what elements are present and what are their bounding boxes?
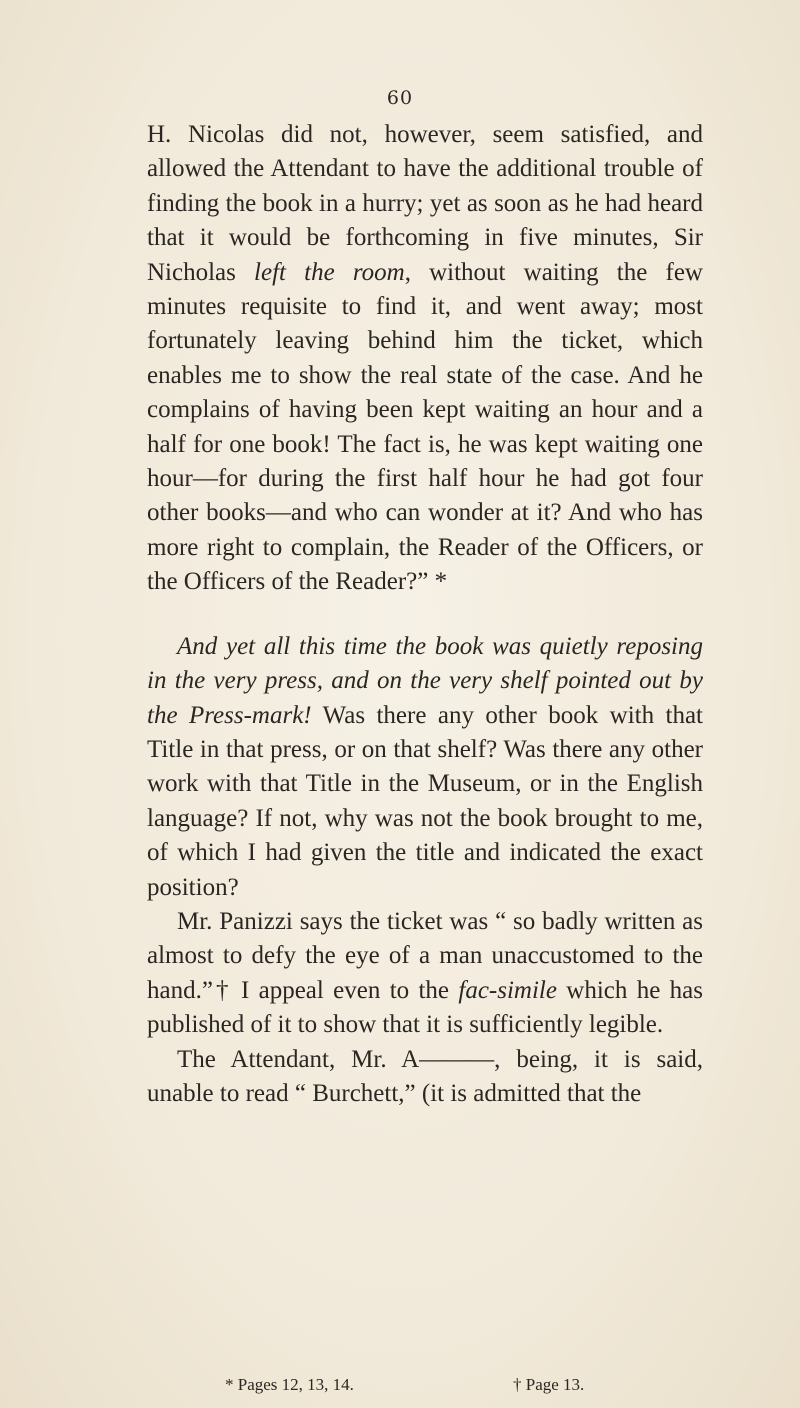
italic-run: press xyxy=(264,667,317,695)
text-run: Was there any other book with that Title in that press, or on that shelf? Was there any other work with that Title in the Museum, or in the English language? If not, why was not the book brought to me, of which I had given the title and indicated the exact position? xyxy=(147,701,704,901)
italic-run: fac-simile xyxy=(458,976,557,1004)
text-run: Mr. Panizzi says the ticket was “ so badly written as almost to defy the eye of a man unaccustomed to the hand.”† I appeal even to the xyxy=(147,907,703,1004)
footnote-marker: † xyxy=(513,1375,522,1394)
italic-run: , and on the very shelf pointed out by the Press-mark! xyxy=(147,667,703,729)
italic-run: left the room xyxy=(254,258,405,286)
text-run: , without waiting the few minutes requisite to find it, and went away; most fortunately leaving behind him the ticket, which enables me to show the real state of the case. And he complains of having been kept waiting an hour and a half for one book! The fact is, he was kept waiting one hour—for during the first half hour he had got four other books—and who can wonder at it? And who has more right to complain, the Reader of the Officers, or the Officers of the Reader?” * xyxy=(147,258,703,596)
text-run: The Attendant, Mr. A———, being, it is said, unable to read “ Burchett,” (it is admitted that the xyxy=(147,1045,703,1107)
footnote-marker: * xyxy=(225,1375,234,1394)
footnotes xyxy=(0,1375,800,1397)
footnote-text: Pages 12, 13, 14. xyxy=(237,1375,354,1394)
text-run: H. Nicolas did not, however, seem satisfied, and allowed the Attendant to have the additional trouble of finding the book in a hurry; yet as soon as he had heard that it would be forthcoming in five minutes, Sir Nicholas xyxy=(147,121,703,286)
footnote-text: Page 13. xyxy=(525,1375,585,1394)
footnote-2 xyxy=(513,1375,584,1395)
paragraph-1 xyxy=(147,118,703,600)
paragraph-2 xyxy=(147,630,703,905)
paragraph-3 xyxy=(147,905,703,1043)
paragraph-4 xyxy=(147,1043,703,1112)
text-run: which he has published of it to show that it is sufficiently legible. xyxy=(147,976,703,1039)
body-text xyxy=(147,118,703,1111)
footnote-1 xyxy=(225,1375,354,1395)
page-number: 60 xyxy=(386,87,414,109)
italic-run: And yet all this time the book was quietly reposing in the very xyxy=(147,632,703,695)
